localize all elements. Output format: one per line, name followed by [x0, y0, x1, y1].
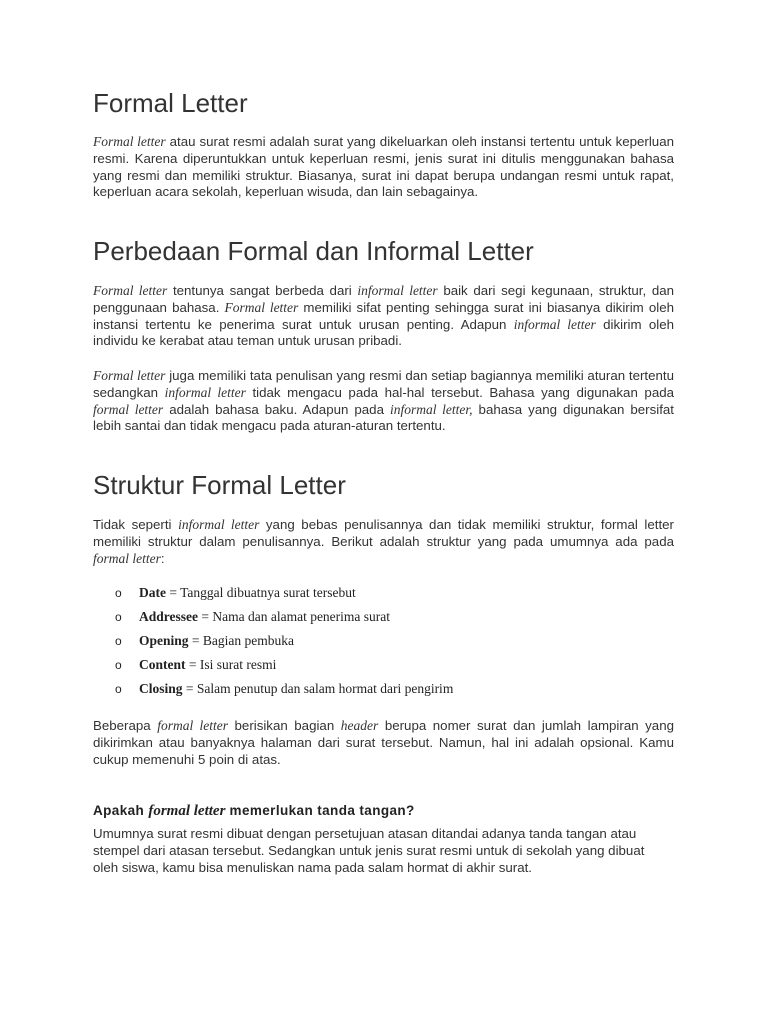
term: Opening [139, 633, 189, 648]
text-run: tidak mengacu pada hal-hal tersebut. Bahasa yang digunakan pada [245, 384, 674, 400]
description: = Isi surat resmi [185, 657, 277, 672]
paragraph-struktur-intro [93, 517, 674, 567]
list-item [93, 653, 674, 677]
italic-term: Formal letter [93, 134, 166, 149]
text-run: berupa nomer surat dan jumlah lampiran yang dikirimkan atau banyaknya halaman dari surat tersebut. Namun, hal ini adalah opsional. Kamu cukup memenuhi 5 poin di atas. [93, 718, 674, 767]
heading-struktur: Struktur Formal Letter [93, 470, 346, 500]
text-run: berisikan bagian [227, 718, 341, 733]
text-run: atau surat resmi adalah surat yang dikeluarkan oleh instansi tertentu untuk keperluan resmi. Karena diperuntukkan untuk keperluan resmi, jenis surat ini ditulis menggunakan bahasa yang resmi dan memiliki struktur. Biasanya, surat ini dapat berupa undangan resmi untuk rapat, keperluan acara sekolah, keperluan wisuda, dan lain sebagainya. [93, 134, 674, 200]
description: = Tanggal dibuatnya surat tersebut [166, 585, 356, 600]
description: = Nama dan alamat penerima surat [198, 609, 391, 624]
italic-term: informal letter [164, 384, 246, 400]
term: Closing [139, 681, 183, 696]
term: Addressee [139, 609, 198, 624]
italic-term: formal letter [148, 802, 226, 819]
text-run: : [160, 550, 165, 566]
bullet: o [115, 610, 122, 624]
text-run: memerlukan tanda tangan? [225, 802, 415, 818]
paragraph-answer: Umumnya surat resmi dibuat dengan persetujuan atasan ditandai adanya tanda tangan atau stempel dari atasan tersebut. Sedangkan untuk jenis surat resmi untuk di sekolah yang dibuat oleh siswa, kamu bisa menuliskan nama pada salam hormat di akhir surat. [93, 826, 645, 875]
text-run: adalah bahasa baku. Adapun pada [163, 401, 390, 417]
list-item [93, 629, 674, 653]
structure-list [93, 581, 674, 701]
list-item [93, 581, 674, 605]
text-run: memiliki sifat penting sehingga surat ini biasanya dikirim oleh instansi tertentu ke penerima surat untuk urusan penting. Adapun [93, 299, 674, 332]
paragraph-formal-letter-definition [93, 134, 674, 201]
italic-term: formal letter [157, 718, 228, 733]
description: = Salam penutup dan salam hormat dari pengirim [182, 681, 454, 696]
paragraph-header-note [93, 718, 674, 768]
bullet: o [115, 586, 122, 600]
term: Content [139, 657, 186, 672]
question-heading [93, 803, 674, 820]
paragraph-perbedaan-1 [93, 283, 674, 350]
italic-term: header [340, 718, 379, 733]
heading-formal-letter: Formal Letter [93, 88, 248, 118]
text-run: tentunya sangat berbeda dari [167, 283, 358, 298]
bullet: o [115, 634, 122, 648]
italic-term: formal letter [93, 401, 164, 417]
heading-perbedaan: Perbedaan Formal dan Informal Letter [93, 236, 534, 266]
italic-term: Formal letter [224, 299, 299, 315]
italic-term: Formal letter [93, 368, 166, 383]
italic-term: informal letter [513, 316, 596, 332]
italic-term: informal letter, [389, 401, 473, 417]
text-run: Beberapa [93, 718, 158, 733]
text-run: Tidak seperti [93, 517, 179, 532]
bullet: o [115, 682, 122, 696]
text-run: bahasa yang digunakan bersifat lebih santai dan tidak mengacu pada aturan-aturan tertentu. [93, 401, 674, 434]
description: = Bagian pembuka [188, 633, 294, 648]
bullet: o [115, 658, 122, 672]
text-run: yang bebas penulisannya dan tidak memiliki struktur, formal letter memiliki struktur dalam penulisannya. Berikut adalah struktur yang pada umumnya ada pada [93, 517, 674, 549]
italic-term: formal letter [93, 550, 161, 566]
italic-term: Formal letter [93, 283, 168, 298]
list-item [93, 605, 674, 629]
text-run: dikirim oleh individu ke kerabat atau teman untuk urusan pribadi. [93, 316, 675, 349]
paragraph-perbedaan-2 [93, 368, 674, 435]
list-item [93, 677, 674, 701]
italic-term: informal letter [357, 283, 438, 298]
italic-term: informal letter [178, 517, 260, 532]
text-run: baik dari segi kegunaan, struktur, dan penggunaan bahasa. [93, 283, 675, 315]
term: Date [139, 585, 166, 600]
text-run: juga memiliki tata penulisan yang resmi dan setiap bagiannya memiliki aturan tertentu sedangkan [93, 368, 674, 400]
text-run: Apakah [93, 802, 149, 818]
